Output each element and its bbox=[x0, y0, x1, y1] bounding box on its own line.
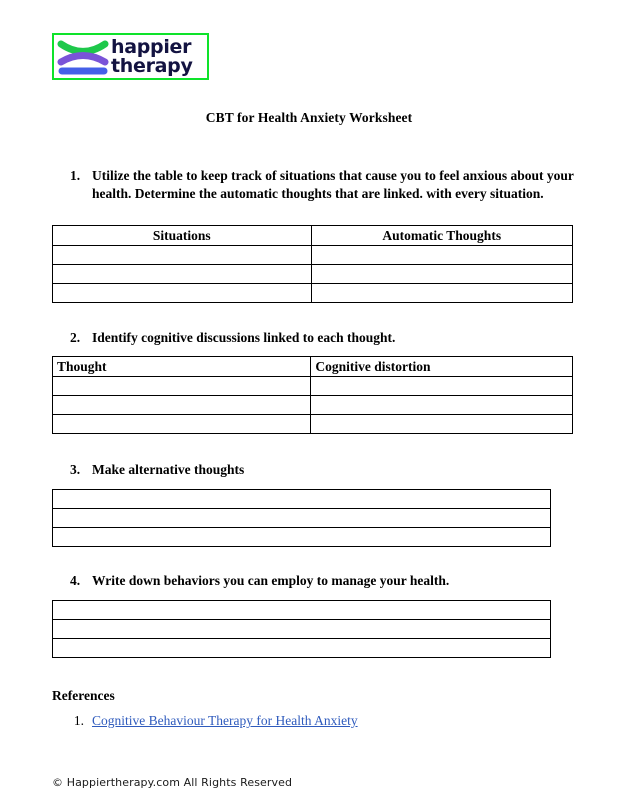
column-header-automatic-thoughts: Automatic Thoughts bbox=[311, 226, 573, 246]
table-row[interactable] bbox=[53, 639, 551, 658]
column-header-situations: Situations bbox=[53, 226, 312, 246]
table-row[interactable] bbox=[53, 265, 573, 284]
question-item-3 bbox=[66, 461, 576, 479]
question-item-1 bbox=[66, 167, 576, 203]
references-list bbox=[52, 712, 552, 730]
column-header-thought: Thought bbox=[53, 357, 311, 377]
table-row[interactable] bbox=[53, 620, 551, 639]
logo-wordmark-line1: happier bbox=[111, 35, 192, 58]
references-heading: References bbox=[52, 688, 115, 703]
cell-automatic-thought[interactable] bbox=[311, 265, 573, 284]
question-text-4: Write down behaviors you can employ to manage your health. bbox=[92, 573, 450, 588]
cell-cognitive-distortion[interactable] bbox=[311, 396, 573, 415]
situations-thoughts-table[interactable] bbox=[52, 225, 573, 303]
question-number-3: 3. bbox=[70, 462, 81, 477]
column-header-cognitive-distortion: Cognitive distortion bbox=[311, 357, 573, 377]
cell-thought[interactable] bbox=[53, 415, 311, 434]
reference-link-1[interactable]: Cognitive Behaviour Therapy for Health Anxiety bbox=[92, 713, 358, 728]
thought-distortion-table[interactable] bbox=[52, 356, 573, 434]
list-item bbox=[52, 712, 552, 730]
behaviors-table[interactable] bbox=[52, 600, 551, 658]
table-row[interactable] bbox=[53, 396, 573, 415]
table-header-row bbox=[53, 357, 573, 377]
cell-alternative-thought[interactable] bbox=[53, 490, 551, 509]
table-row[interactable] bbox=[53, 377, 573, 396]
cell-behavior[interactable] bbox=[53, 601, 551, 620]
brand-logo bbox=[52, 33, 209, 80]
copyright-footer: © Happiertherapy.com All Rights Reserved bbox=[52, 776, 293, 789]
cell-situation[interactable] bbox=[53, 265, 312, 284]
cell-situation[interactable] bbox=[53, 246, 312, 265]
question-text-3: Make alternative thoughts bbox=[92, 462, 245, 477]
cell-automatic-thought[interactable] bbox=[311, 246, 573, 265]
table-row[interactable] bbox=[53, 246, 573, 265]
question-number-1: 1. bbox=[70, 168, 81, 183]
table-row[interactable] bbox=[53, 528, 551, 547]
question-item-4 bbox=[66, 572, 576, 590]
cell-cognitive-distortion[interactable] bbox=[311, 415, 573, 434]
table-header-row bbox=[53, 226, 573, 246]
question-text-2: Identify cognitive discussions linked to each thought. bbox=[92, 330, 396, 345]
alternative-thoughts-table[interactable] bbox=[52, 489, 551, 547]
reference-number-1: 1. bbox=[73, 713, 84, 728]
cell-thought[interactable] bbox=[53, 396, 311, 415]
table-row[interactable] bbox=[53, 509, 551, 528]
cell-thought[interactable] bbox=[53, 377, 311, 396]
cell-situation[interactable] bbox=[53, 284, 312, 303]
table-row[interactable] bbox=[53, 490, 551, 509]
question-number-4: 4. bbox=[70, 573, 81, 588]
cell-alternative-thought[interactable] bbox=[53, 509, 551, 528]
table-row[interactable] bbox=[53, 284, 573, 303]
table-row[interactable] bbox=[53, 415, 573, 434]
question-number-2: 2. bbox=[70, 330, 81, 345]
logo-wordmark-line2: therapy bbox=[111, 54, 193, 77]
table-row[interactable] bbox=[53, 601, 551, 620]
question-item-2 bbox=[66, 329, 576, 347]
logo-wordmark bbox=[111, 35, 193, 77]
logo-wave-marks-icon bbox=[57, 37, 109, 77]
cell-alternative-thought[interactable] bbox=[53, 528, 551, 547]
cell-automatic-thought[interactable] bbox=[311, 284, 573, 303]
cell-behavior[interactable] bbox=[53, 639, 551, 658]
page-title: CBT for Health Anxiety Worksheet bbox=[205, 110, 413, 125]
cell-behavior[interactable] bbox=[53, 620, 551, 639]
cell-cognitive-distortion[interactable] bbox=[311, 377, 573, 396]
question-text-1: Utilize the table to keep track of situations that cause you to feel anxious about your health. Determine the automatic thoughts that are linked. with every situation. bbox=[92, 168, 574, 201]
